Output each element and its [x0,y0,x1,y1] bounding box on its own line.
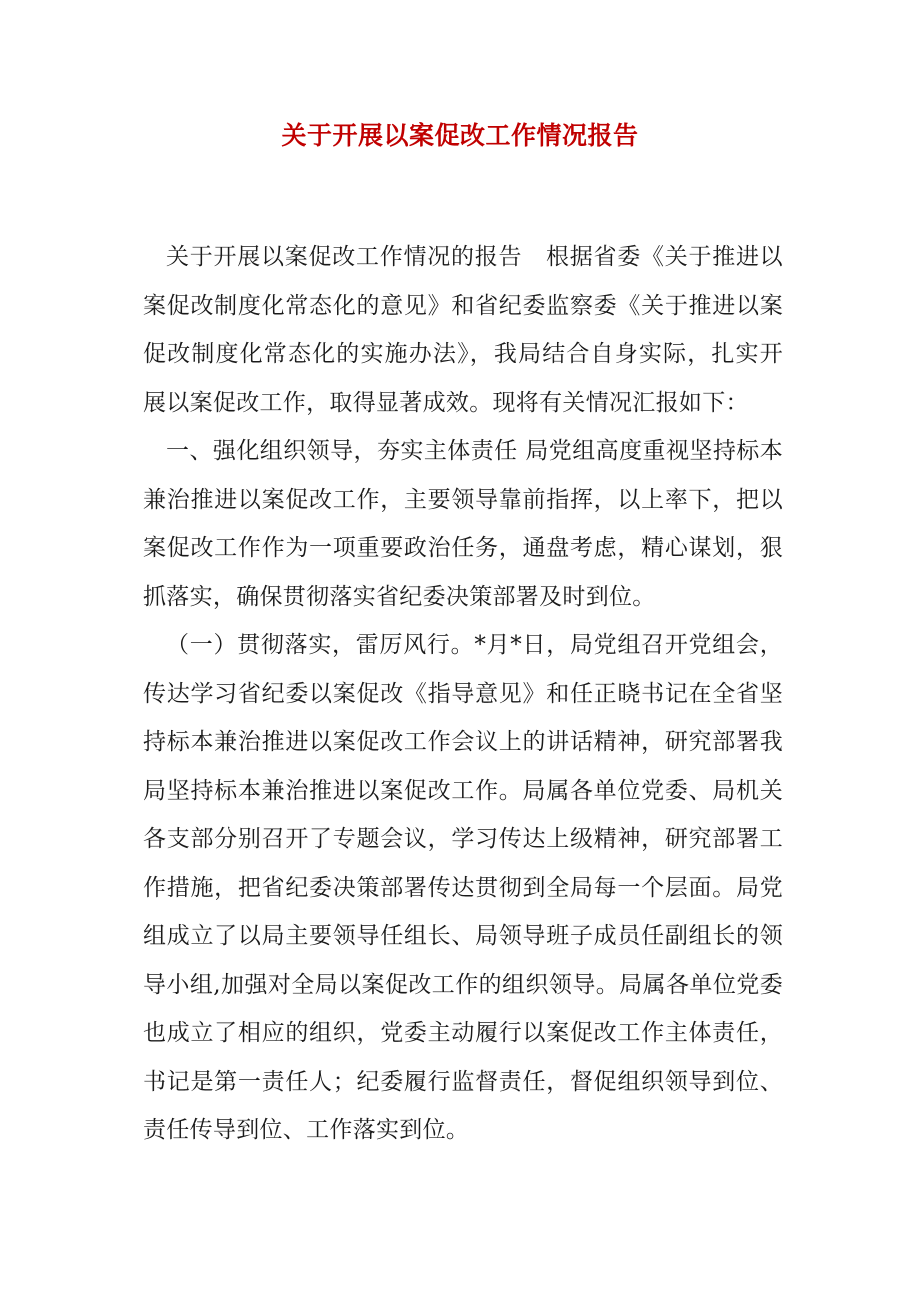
paragraph-subsection-1: （一）贯彻落实，雷厉风行。*月*日，局党组召开党组会，传达学习省纪委以案促改《指导意见》和任正晓书记在全省坚持标本兼治推进以案促改工作会议上的讲话精神，研究部署我局坚持标本兼治推进以案促改工作。局属各单位党委、局机关各支部分别召开了专题会议，学习传达上级精神，研究部署工作措施，把省纪委决策部署传达贯彻到全局每一个层面。局党组成立了以局主要领导任组长、局领导班子成员任副组长的领导小组,加强对全局以案促改工作的组织领导。局属各单位党委也成立了相应的组织，党委主动履行以案促改工作主体责任，书记是第一责任人；纪委履行监督责任，督促组织领导到位、责任传导到位、工作落实到位。 [143,632,783,1143]
document-body [143,233,783,1155]
document-title: 关于开展以案促改工作情况报告 [281,121,639,150]
paragraph-intro: 关于开展以案促改工作情况的报告 根据省委《关于推进以案促改制度化常态化的意见》和省纪委监察委《关于推进以案促改制度化常态化的实施办法》，我局结合自身实际，扎实开展以案促改工作，取得显著成效。现将有关情况汇报如下： [143,244,783,416]
paragraph-section-1: 一、强化组织领导，夯实主体责任 局党组高度重视坚持标本兼治推进以案促改工作，主要领导靠前指挥，以上率下，把以案促改工作作为一项重要政治任务，通盘考虑，精心谋划，狠抓落实，确保贯彻落实省纪委决策部署及时到位。 [143,438,783,610]
